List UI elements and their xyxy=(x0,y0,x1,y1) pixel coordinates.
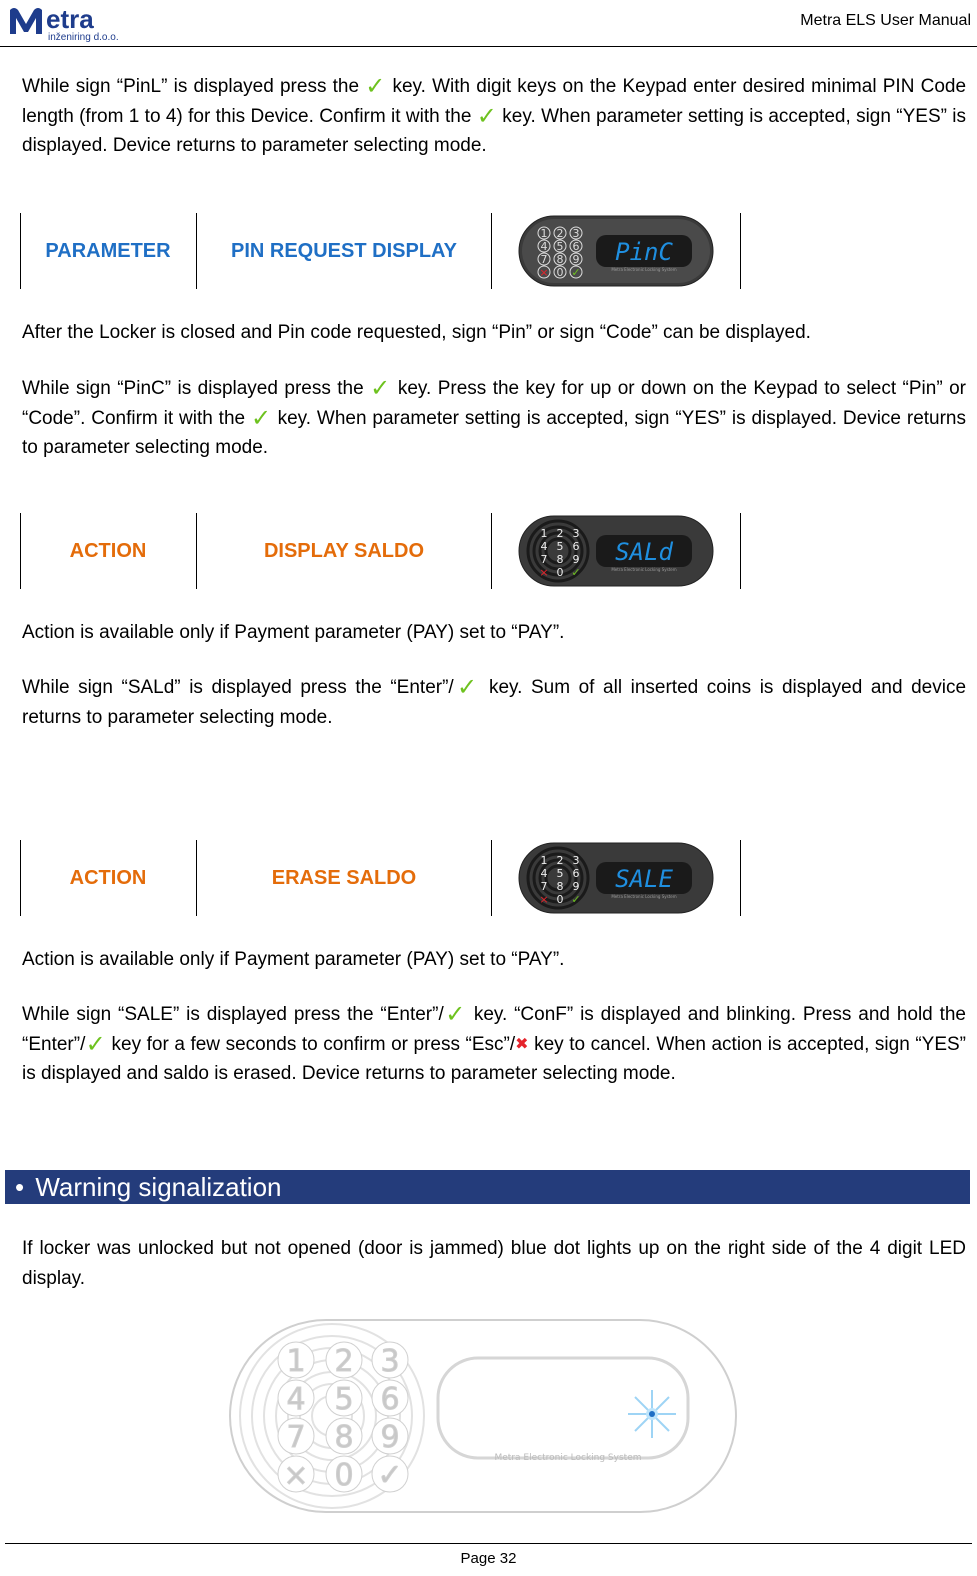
check-icon: ✓ xyxy=(476,102,497,130)
section-heading xyxy=(5,1170,970,1204)
svg-text:1: 1 xyxy=(286,1344,306,1379)
bullet: • xyxy=(15,1172,25,1202)
check-icon: ✓ xyxy=(365,73,387,100)
svg-text:×: × xyxy=(539,566,549,579)
section-title: Warning signalization xyxy=(35,1172,282,1202)
warning-blue-dot xyxy=(649,1411,655,1417)
svg-text:8: 8 xyxy=(556,880,564,893)
warning-description: If locker was unlocked but not opened (door is jammed) blue dot lights up on the right side of the 4 digit LED display. xyxy=(22,1238,966,1289)
svg-text:9: 9 xyxy=(572,553,580,566)
svg-text:6: 6 xyxy=(572,867,580,880)
svg-text:1: 1 xyxy=(540,854,548,867)
parameter-row-pin-request xyxy=(20,213,742,289)
row-kind-label: ACTION xyxy=(69,539,147,562)
svg-text:Metra Electronic Locking Syste: Metra Electronic Locking System xyxy=(611,267,677,272)
erase-saldo-availability: Action is available only if Payment parameter (PAY) set to “PAY”. xyxy=(22,949,565,970)
svg-text:7: 7 xyxy=(540,253,548,266)
device-warning-illustration xyxy=(228,1318,738,1514)
svg-text:etra: etra xyxy=(46,4,94,34)
svg-text:6: 6 xyxy=(380,1382,400,1417)
erase-saldo-instructions: While sign “SALE” is displayed press the “Enter”/✓ key. “ConF” is displayed and blinking. Press and hold the “Enter”/✓ key for a few seconds to confirm or press “Esc”/✖ key to cancel. When action is accepted, sign “YES” is displayed and saldo is erased. Device returns to parameter selecting mode. xyxy=(22,1001,966,1084)
action-row-display-saldo xyxy=(20,513,742,589)
svg-text:8: 8 xyxy=(556,253,564,266)
svg-text:2: 2 xyxy=(556,527,564,540)
svg-text:×: × xyxy=(539,266,549,279)
row-kind-label: ACTION xyxy=(69,866,147,889)
svg-text:✓: ✓ xyxy=(571,266,581,279)
device-image xyxy=(518,215,714,287)
svg-text:7: 7 xyxy=(540,553,548,566)
svg-text:2: 2 xyxy=(334,1344,354,1379)
check-icon: ✓ xyxy=(85,1030,106,1058)
svg-text:5: 5 xyxy=(556,240,564,253)
svg-text:0: 0 xyxy=(556,266,564,279)
svg-text:inženiring d.o.o.: inženiring d.o.o. xyxy=(48,32,119,43)
svg-text:4: 4 xyxy=(540,540,548,553)
svg-text:✓: ✓ xyxy=(571,566,581,579)
svg-text:5: 5 xyxy=(556,540,564,553)
manual-title: Metra ELS User Manual xyxy=(800,12,971,29)
svg-text:PinC: PinC xyxy=(615,238,673,266)
pinl-instructions: While sign “PinL” is displayed press the ✓ key. With digit keys on the Keypad enter desired minimal PIN Code length (from 1 to 4) for this Device. Confirm it with the ✓ key. When parameter setting is accepted, sign “YES” is displayed. Device returns to parameter selecting mode. xyxy=(22,73,967,156)
svg-text:3: 3 xyxy=(572,527,580,540)
header-divider xyxy=(0,46,977,47)
row-name-label: PIN REQUEST DISPLAY xyxy=(231,239,457,262)
svg-text:6: 6 xyxy=(572,540,580,553)
svg-text:Metra Electronic Locking Syste: Metra Electronic Locking System xyxy=(611,894,677,899)
check-icon: ✓ xyxy=(443,1001,467,1028)
svg-text:9: 9 xyxy=(572,880,580,893)
svg-text:9: 9 xyxy=(572,253,580,266)
svg-text:6: 6 xyxy=(572,240,580,253)
check-icon: ✓ xyxy=(453,674,481,701)
svg-text:4: 4 xyxy=(540,240,548,253)
device-image xyxy=(518,515,714,587)
row-kind-label: PARAMETER xyxy=(45,239,171,262)
svg-text:2: 2 xyxy=(556,854,564,867)
svg-text:Metra Electronic Locking Syste: Metra Electronic Locking System xyxy=(611,567,677,572)
svg-text:3: 3 xyxy=(380,1344,400,1379)
svg-text:7: 7 xyxy=(540,880,548,893)
check-icon: ✓ xyxy=(250,404,272,432)
row-name-label: DISPLAY SALDO xyxy=(263,539,425,562)
svg-text:0: 0 xyxy=(334,1458,354,1493)
svg-text:9: 9 xyxy=(380,1420,400,1455)
svg-text:5: 5 xyxy=(556,867,564,880)
keypad-device-icon xyxy=(518,842,714,914)
footer-divider xyxy=(5,1543,972,1544)
svg-text:1: 1 xyxy=(540,227,548,240)
svg-text:4: 4 xyxy=(540,867,548,880)
svg-text:2: 2 xyxy=(556,227,564,240)
svg-text:3: 3 xyxy=(572,227,580,240)
action-row-erase-saldo xyxy=(20,840,742,916)
row-name-label: ERASE SALDO xyxy=(271,866,417,889)
pinc-instructions: While sign “PinC” is displayed press the ✓ key. Press the key for up or down on the Keypad to select “Pin” or “Code”. Confirm it with the ✓ key. When parameter setting is accepted, sign “YES” is displayed. Device returns to parameter selecting mode. xyxy=(22,375,967,458)
svg-text:3: 3 xyxy=(572,854,580,867)
keypad-device-icon xyxy=(518,515,714,587)
page-number: Page 32 xyxy=(460,1550,517,1567)
svg-text:4: 4 xyxy=(286,1382,306,1417)
svg-text:✓: ✓ xyxy=(571,893,581,906)
cross-icon: ✖ xyxy=(515,1035,529,1053)
check-icon: ✓ xyxy=(370,375,392,402)
svg-text:0: 0 xyxy=(556,566,564,579)
svg-text:8: 8 xyxy=(334,1420,354,1455)
display-saldo-instructions: While sign “SALd” is displayed press the “Enter”/✓ key. Sum of all inserted coins is displayed and device returns to parameter selecting mode. xyxy=(22,674,967,728)
svg-text:8: 8 xyxy=(556,553,564,566)
svg-text:5: 5 xyxy=(334,1382,354,1417)
svg-text:×: × xyxy=(283,1458,309,1493)
svg-text:SALd: SALd xyxy=(615,538,673,566)
svg-text:1: 1 xyxy=(540,527,548,540)
device-image xyxy=(518,842,714,914)
svg-text:0: 0 xyxy=(556,893,564,906)
pin-code-description: After the Locker is closed and Pin code requested, sign “Pin” or sign “Code” can be displayed. xyxy=(22,322,811,343)
svg-text:SALE: SALE xyxy=(615,865,673,893)
svg-text:×: × xyxy=(539,893,549,906)
metra-logo xyxy=(6,2,146,44)
svg-text:7: 7 xyxy=(286,1420,306,1455)
svg-text:✓: ✓ xyxy=(377,1458,403,1493)
display-saldo-availability: Action is available only if Payment parameter (PAY) set to “PAY”. xyxy=(22,622,565,643)
svg-text:Metra Electronic Locking Syste: Metra Electronic Locking System xyxy=(494,1453,642,1463)
page-header xyxy=(0,0,977,46)
keypad-device-icon xyxy=(518,215,714,287)
